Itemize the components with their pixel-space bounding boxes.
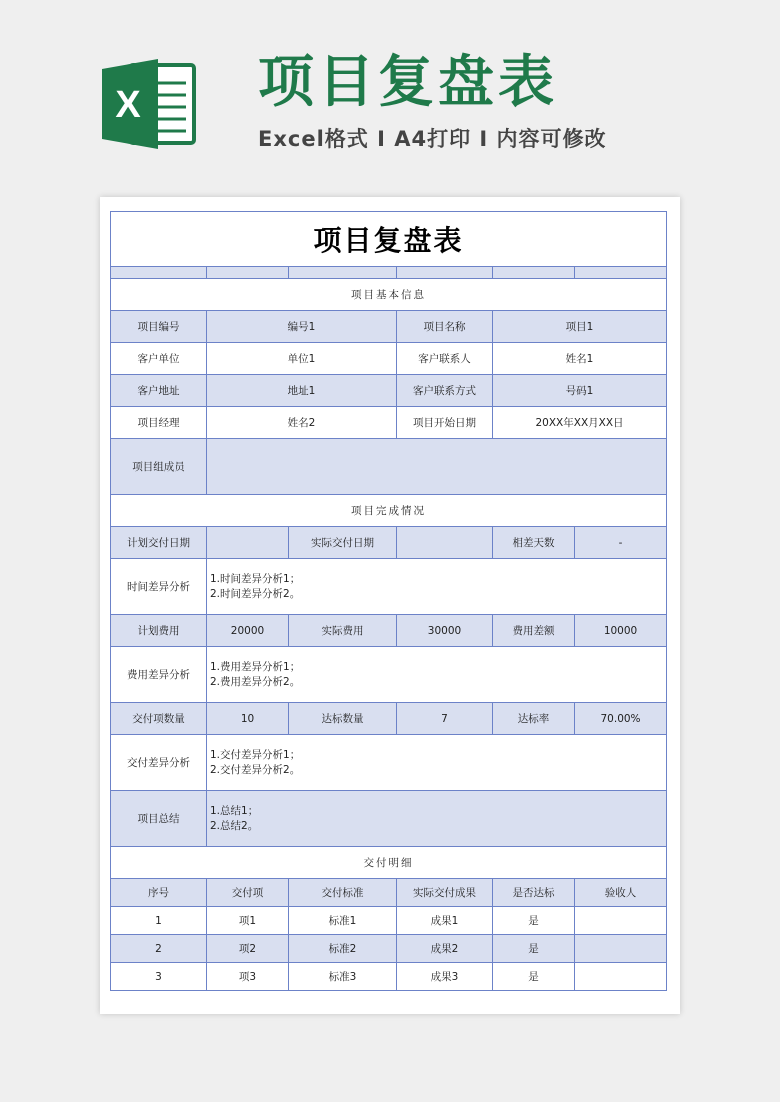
label-summary: 项目总结: [111, 791, 207, 847]
cell-standard[interactable]: 标准3: [289, 963, 397, 991]
cell-qualified[interactable]: 是: [493, 907, 575, 935]
label-cost-analysis: 费用差异分析: [111, 647, 207, 703]
page-subtitle: Excel格式 I A4打印 I 内容可修改: [258, 127, 607, 151]
value-start-date[interactable]: 20XX年XX月XX日: [493, 407, 667, 439]
logo-letter: X: [115, 84, 141, 126]
value-client-contact[interactable]: 姓名1: [493, 343, 667, 375]
value-rate[interactable]: 70.00%: [575, 703, 667, 735]
value-manager[interactable]: 姓名2: [207, 407, 397, 439]
details-header-result: 实际交付成果: [397, 879, 493, 907]
excel-logo-icon: [100, 55, 198, 153]
cell-acceptor[interactable]: [575, 935, 667, 963]
label-team: 项目组成员: [111, 439, 207, 495]
label-client-address: 客户地址: [111, 375, 207, 407]
page-title: 项目复盘表: [258, 50, 558, 115]
label-delivery-count: 交付项数量: [111, 703, 207, 735]
review-table: [110, 211, 667, 991]
value-cost-analysis[interactable]: [207, 647, 667, 703]
label-client-phone: 客户联系方式: [397, 375, 493, 407]
sheet-paper: [100, 197, 680, 1014]
cell-result[interactable]: 成果1: [397, 907, 493, 935]
label-actual-cost: 实际费用: [289, 615, 397, 647]
cell-qualified[interactable]: 是: [493, 935, 575, 963]
value-qualified-count[interactable]: 7: [397, 703, 493, 735]
value-cost-diff[interactable]: 10000: [575, 615, 667, 647]
value-delivery-count[interactable]: 10: [207, 703, 289, 735]
summary-line-1: 1.总结1；: [210, 804, 259, 817]
label-client-contact: 客户联系人: [397, 343, 493, 375]
label-client-unit: 客户单位: [111, 343, 207, 375]
cell-item[interactable]: 项1: [207, 907, 289, 935]
details-header-acceptor: 验收人: [575, 879, 667, 907]
details-header-item: 交付项: [207, 879, 289, 907]
cell-no[interactable]: 1: [111, 907, 207, 935]
label-diff-days: 相差天数: [493, 527, 575, 559]
time-analysis-line-1: 1.时间差异分析1；: [210, 572, 301, 585]
section-completion: 项目完成情况: [111, 495, 667, 527]
value-client-address[interactable]: 地址1: [207, 375, 397, 407]
delivery-analysis-line-2: 2.交付差异分析2。: [210, 763, 301, 776]
table-row: [111, 963, 667, 991]
value-client-phone[interactable]: 号码1: [493, 375, 667, 407]
label-cost-diff: 费用差额: [493, 615, 575, 647]
label-planned-date: 计划交付日期: [111, 527, 207, 559]
cost-analysis-line-1: 1.费用差异分析1；: [210, 660, 301, 673]
value-project-no[interactable]: 编号1: [207, 311, 397, 343]
cell-qualified[interactable]: 是: [493, 963, 575, 991]
value-actual-date[interactable]: [397, 527, 493, 559]
value-actual-cost[interactable]: 30000: [397, 615, 493, 647]
delivery-analysis-line-1: 1.交付差异分析1；: [210, 748, 301, 761]
label-actual-date: 实际交付日期: [289, 527, 397, 559]
cell-item[interactable]: 项3: [207, 963, 289, 991]
details-header-qualified: 是否达标: [493, 879, 575, 907]
cell-result[interactable]: 成果2: [397, 935, 493, 963]
label-rate: 达标率: [493, 703, 575, 735]
cost-analysis-line-2: 2.费用差异分析2。: [210, 675, 301, 688]
cell-standard[interactable]: 标准2: [289, 935, 397, 963]
value-delivery-analysis[interactable]: [207, 735, 667, 791]
value-planned-cost[interactable]: 20000: [207, 615, 289, 647]
label-delivery-analysis: 交付差异分析: [111, 735, 207, 791]
label-project-no: 项目编号: [111, 311, 207, 343]
value-diff-days[interactable]: -: [575, 527, 667, 559]
time-analysis-line-2: 2.时间差异分析2。: [210, 587, 301, 600]
value-team[interactable]: [207, 439, 667, 495]
label-planned-cost: 计划费用: [111, 615, 207, 647]
value-time-analysis[interactable]: [207, 559, 667, 615]
table-row: [111, 907, 667, 935]
cell-acceptor[interactable]: [575, 907, 667, 935]
summary-line-2: 2.总结2。: [210, 819, 259, 832]
label-qualified-count: 达标数量: [289, 703, 397, 735]
value-planned-date[interactable]: [207, 527, 289, 559]
value-client-unit[interactable]: 单位1: [207, 343, 397, 375]
cell-no[interactable]: 2: [111, 935, 207, 963]
section-details: 交付明细: [111, 847, 667, 879]
cell-item[interactable]: 项2: [207, 935, 289, 963]
sheet-title: 项目复盘表: [111, 212, 667, 267]
section-basic-info: 项目基本信息: [111, 279, 667, 311]
details-header-no: 序号: [111, 879, 207, 907]
cell-acceptor[interactable]: [575, 963, 667, 991]
label-start-date: 项目开始日期: [397, 407, 493, 439]
label-project-name: 项目名称: [397, 311, 493, 343]
value-summary[interactable]: [207, 791, 667, 847]
details-header-row: [111, 879, 667, 907]
details-header-standard: 交付标准: [289, 879, 397, 907]
cell-no[interactable]: 3: [111, 963, 207, 991]
cell-result[interactable]: 成果3: [397, 963, 493, 991]
spacer-row: [111, 267, 667, 279]
table-row: [111, 935, 667, 963]
cell-standard[interactable]: 标准1: [289, 907, 397, 935]
label-manager: 项目经理: [111, 407, 207, 439]
value-project-name[interactable]: 项目1: [493, 311, 667, 343]
label-time-analysis: 时间差异分析: [111, 559, 207, 615]
